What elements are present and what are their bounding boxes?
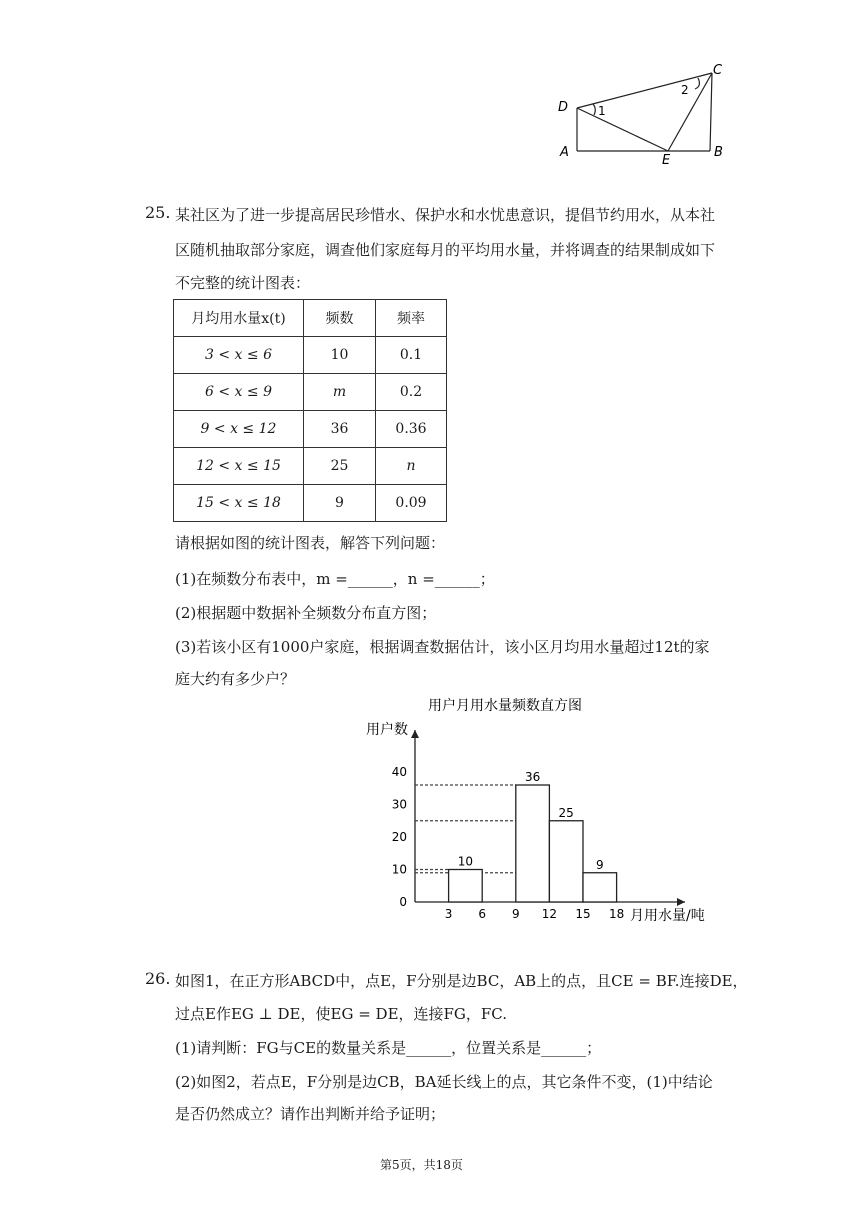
histogram-bar	[549, 821, 583, 902]
question-26-number: 26.	[145, 969, 171, 988]
table-cell: 3 < x ≤ 6	[174, 337, 304, 374]
question-26-line-2: 过点E作EG ⊥ DE，使EG = DE，连接FG，FC.	[175, 1005, 508, 1023]
table-row	[174, 448, 447, 485]
table-row	[174, 411, 447, 448]
table-cell: 12 < x ≤ 15	[174, 448, 304, 485]
bar-value-label: 9	[595, 857, 604, 872]
table-cell: 0.1	[376, 337, 447, 374]
x-tick-label: 12	[541, 907, 558, 921]
label-C: C	[713, 63, 723, 78]
bar-value-label: 10	[457, 854, 474, 869]
table-cell: 10	[304, 337, 376, 374]
histogram-bar	[449, 870, 483, 903]
question-26-line-4: (2)如图2，若点E，F分别是边CB，BA延长线上的点，其它条件不变，(1)中结论	[175, 1073, 713, 1091]
question-26-line-5: 是否仍然成立？请作出判断并给予证明；	[175, 1105, 446, 1123]
page-footer: 第5页，共18页	[380, 1158, 463, 1172]
table-row	[174, 337, 447, 374]
x-axis-arrow	[677, 898, 685, 906]
histogram-bar	[583, 873, 617, 902]
angle-2-label: 2	[681, 83, 689, 97]
x-tick-label: 6	[478, 907, 487, 921]
y-tick-label: 20	[391, 830, 407, 844]
label-B: B	[714, 145, 723, 160]
y-tick-label: 30	[391, 797, 407, 812]
question-26-line-3: (1)请判断：FG与CE的数量关系是______，位置关系是______；	[175, 1039, 602, 1057]
table-cell: 25	[304, 448, 376, 485]
y-axis-label: 用户数	[366, 722, 408, 738]
bar-value-label: 25	[558, 805, 574, 820]
question-25-intro-line-3: 不完整的统计图表：	[175, 274, 311, 292]
question-25-number: 25.	[145, 203, 171, 222]
geometry-figure	[550, 58, 730, 168]
angle-1-label: 1	[598, 104, 606, 118]
histogram-chart	[360, 690, 720, 930]
y-axis-arrow	[411, 730, 419, 738]
x-tick-label: 3	[444, 907, 453, 921]
table-cell: n	[376, 448, 447, 485]
frequency-table	[173, 299, 447, 522]
table-header-cell: 频率	[376, 300, 447, 337]
table-cell: 0.09	[376, 485, 447, 522]
question-26-line-1: 如图1，在正方形ABCD中，点E，F分别是边BC，AB上的点，且CE = BF.连接DE，	[175, 972, 748, 990]
table-cell: 9 < x ≤ 12	[174, 411, 304, 448]
question-25-part-1: (1)在频数分布表中，m =______，n =______；	[175, 570, 495, 588]
x-tick-label: 9	[511, 907, 520, 921]
table-cell: 0.2	[376, 374, 447, 411]
question-25-part-3-line-1: (3)若该小区有1000户家庭，根据调查数据估计，该小区月均用水量超过12t的家	[175, 638, 710, 656]
bar-value-label: 36	[524, 770, 541, 784]
question-25-prompt: 请根据如图的统计图表，解答下列问题：	[175, 534, 446, 552]
table-row	[174, 485, 447, 522]
table-cell: 0.36	[376, 411, 447, 448]
table-cell: 15 < x ≤ 18	[174, 485, 304, 522]
label-D: D	[558, 100, 569, 115]
table-header-cell: 频数	[304, 300, 376, 337]
table-cell: m	[304, 374, 376, 411]
label-E: E	[662, 153, 671, 168]
table-cell: 36	[304, 411, 376, 448]
x-tick-label: 18	[608, 907, 625, 921]
y-tick-label: 0	[399, 895, 407, 909]
table-header-cell: 月均用水量x(t)	[174, 300, 304, 337]
x-tick-label: 15	[575, 907, 591, 921]
chart-title: 用户月用水量频数直方图	[428, 698, 582, 714]
table-row	[174, 374, 447, 411]
table-cell: 9	[304, 485, 376, 522]
label-A: A	[560, 145, 569, 160]
y-tick-label: 10	[391, 862, 407, 877]
x-axis-label: 月用水量/吨	[630, 908, 705, 924]
question-25-part-3-line-2: 庭大约有多少户？	[175, 670, 296, 688]
table-header-row	[174, 300, 447, 337]
y-tick-label: 40	[391, 765, 407, 779]
question-25-intro-line-1: 某社区为了进一步提高居民珍惜水、保护水和水忧患意识，提倡节约用水，从本社	[175, 206, 716, 224]
histogram-bar	[516, 785, 550, 902]
question-25-part-2: (2)根据题中数据补全频数分布直方图；	[175, 604, 437, 622]
question-25-intro-line-2: 区随机抽取部分家庭，调查他们家庭每月的平均用水量，并将调查的结果制成如下	[175, 241, 716, 259]
table-cell: 6 < x ≤ 9	[174, 374, 304, 411]
